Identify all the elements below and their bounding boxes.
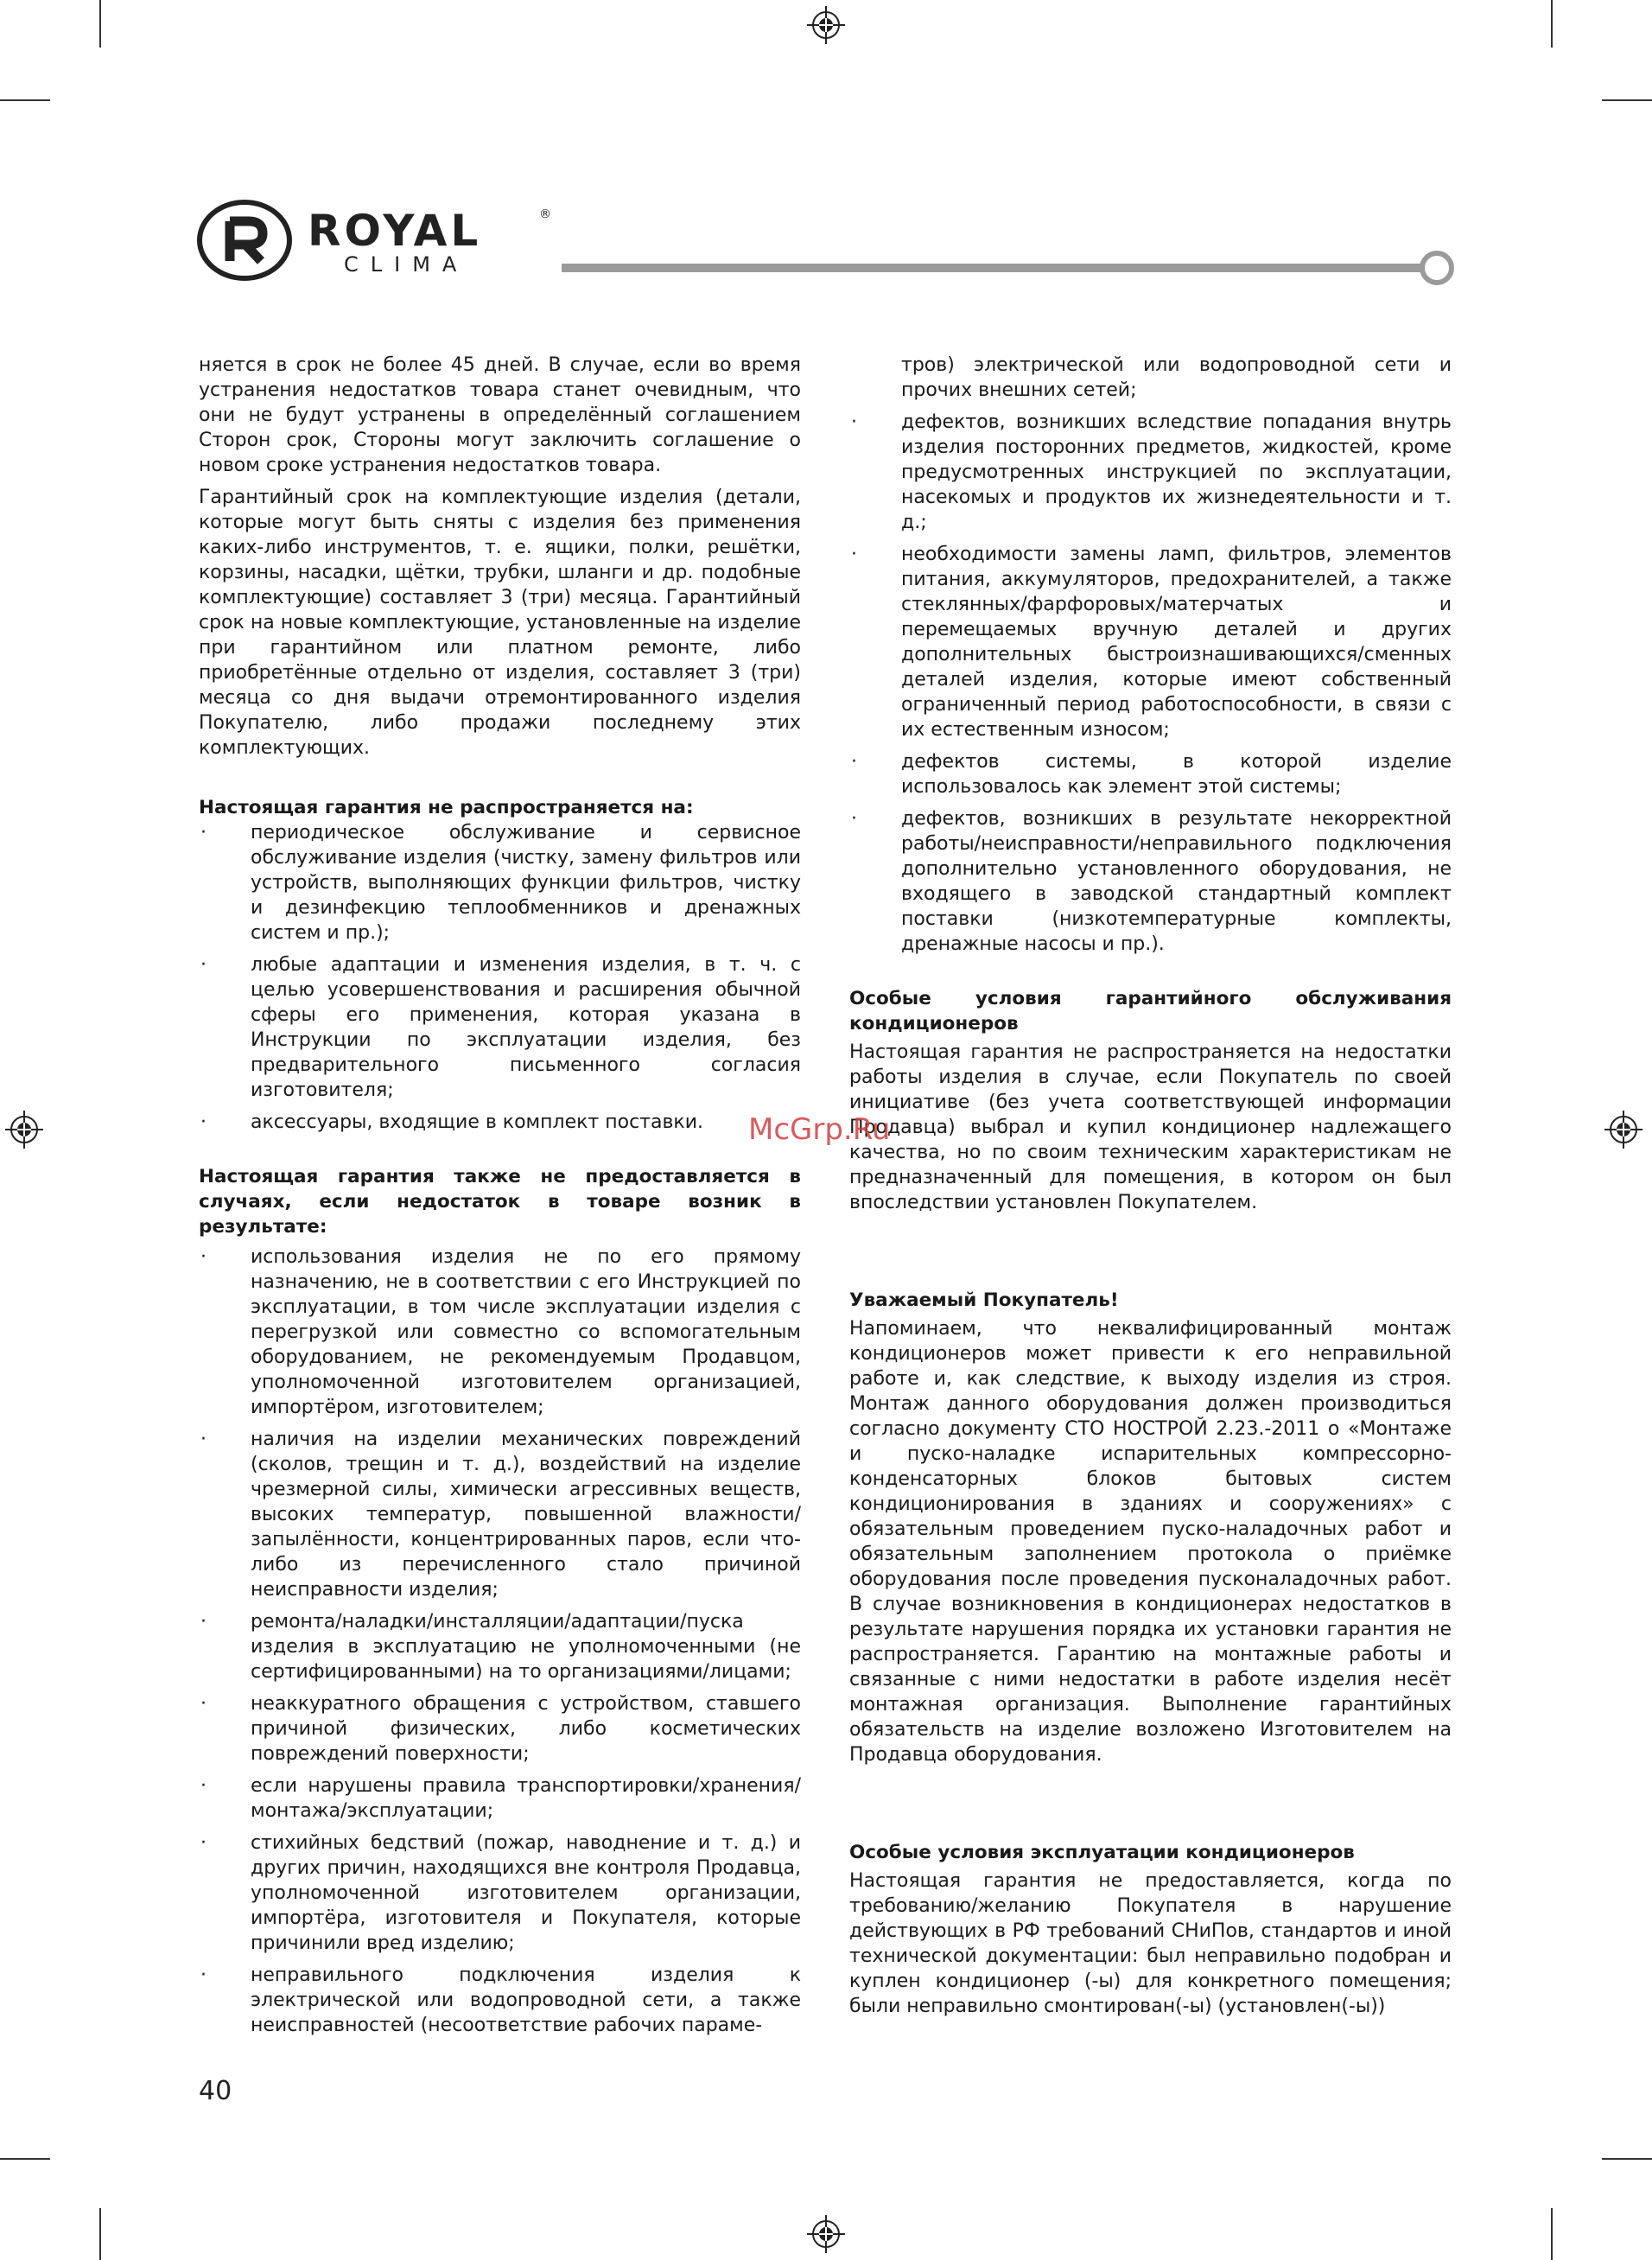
- bullet-list: [849, 353, 1452, 957]
- list-item: · наличия на изделии механических повреждений (сколов, трещин и т. д.), воздействий на изделие чрезмерной силы, химически агрессивных веществ, высоких температур, повышенной влажности/запылённости, концентрированных паров, если что-либо из перечисленного стало причиной неисправности изделия;: [199, 1427, 801, 1602]
- brand-logo: [197, 199, 560, 282]
- paragraph: няется в срок не более 45 дней. В случае, если во время устранения недостатков товара станет очевидным, что они не будут устранены в определённый соглашением Сторон срок, Стороны могут заключить соглашение о новом сроке устранения недостатков товара.: [199, 354, 801, 476]
- paragraph: Настоящая гарантия не предоставляется, когда по требованию/желанию Покупателя в нарушение действующих в РФ требований СНиПов, стандартов и иной технической документации: был неправильно подобран и куплен кондиционер (-ы) для конкретного помещения; были неправильно смонтирован(-ы) (установлен(-ы)): [849, 1870, 1452, 2017]
- crop-mark: [1602, 99, 1652, 101]
- logo-text-royal: ROYAL: [308, 206, 482, 256]
- bullet-list: [199, 820, 801, 1135]
- section-heading: Настоящая гарантия также не предоставляется в случаях, если недостаток в товаре возник в результате:: [199, 1166, 801, 1238]
- crop-mark: [1551, 2208, 1553, 2260]
- list-item: · неаккуратного обращения с устройством, ставшего причиной физических, либо косметических повреждений поверхности;: [199, 1691, 801, 1767]
- crop-mark: [1602, 2158, 1652, 2160]
- section-heading: Особые условия эксплуатации кондиционеров: [849, 1842, 1355, 1863]
- left-column: [199, 353, 801, 2045]
- list-item: · стихийных бедствий (пожар, наводнение и т. д.) и других причин, находящихся вне контроля Продавца, уполномоченной изготовителем организации, импортёра, изготовителя и Покупателя, которые причинили вред изделию;: [199, 1830, 801, 1956]
- bullet-list: [199, 1245, 801, 2038]
- list-item: · неправильного подключения изделия к электрической или водопроводной сети, а также неисправностей (несоответствие рабочих параме-: [199, 1963, 801, 2038]
- crop-mark: [0, 99, 50, 101]
- list-item: · использования изделия не по его прямому назначению, не в соответствии с его Инструкцией по эксплуатации, в том числе эксплуатации изделия с перегрузкой или совместно со вспомогательным оборудованием, не рекомендуемым Продавцом, уполномоченной изготовителем организацией, импортёром, изготовителем;: [199, 1245, 801, 1420]
- list-item: · дефектов, возникших вследствие попадания внутрь изделия посторонних предметов, жидкостей, кроме предусмотренных инструкцией по эксплуатации, насекомых и продуктов их жизнедеятельности и т. д.;: [849, 410, 1452, 535]
- list-item: · любые адаптации и изменения изделия, в т. ч. с целью усовершенствования и расширения обычной сферы его применения, которая указана в Инструкции по эксплуатации изделия, без предварительного письменного согласия изготовителя;: [199, 952, 801, 1103]
- list-item: · аксессуары, входящие в комплект поставки.: [199, 1110, 801, 1135]
- list-item: · дефектов, возникших в результате некорректной работы/неисправности/неправильного подключения дополнительно установленного оборудования, не входящего в заводской стандартный комплект поставки (низкотемпературные комплекты, дренажные насосы и пр.).: [849, 806, 1452, 957]
- registration-mark-icon: [1604, 1111, 1642, 1149]
- royal-clima-emblem-icon: [197, 199, 292, 282]
- crop-mark: [1551, 0, 1553, 48]
- list-item: · периодическое обслуживание и сервисное обслуживание изделия (чистку, замену фильтров или устройств, выполняющих функции фильтров, чистку и дезинфекцию теплообменников и дренажных систем и пр.);: [199, 820, 801, 945]
- crop-mark: [99, 0, 101, 48]
- right-column: [849, 353, 1452, 2026]
- paragraph: Настоящая гарантия не распространяется на недостатки работы изделия в случае, если Покупатель по своей инициативе (без учета соответствующей информации Продавца) выбрал и купил кондиционер надлежащего качества, но по своим техническим характеристикам не предназначенный для помещения, в котором он был впоследствии установлен Покупателем.: [849, 1041, 1452, 1213]
- crop-mark: [0, 2158, 50, 2160]
- list-item: · дефектов системы, в которой изделие использовалось как элемент этой системы;: [849, 749, 1452, 799]
- registration-mark-icon: [807, 6, 845, 44]
- registered-mark: ®: [539, 207, 551, 221]
- section-heading: Уважаемый Покупатель!: [849, 1289, 1119, 1311]
- logo-text-clima: CLIMA: [344, 252, 469, 277]
- registration-mark-icon: [807, 2215, 845, 2253]
- section-heading: Особые условия гарантийного обслуживания кондиционеров: [849, 988, 1452, 1035]
- header-rule: [562, 264, 1445, 272]
- list-item: тров) электрической или водопроводной сети и прочих внешних сетей;: [901, 354, 1452, 401]
- section-heading: Настоящая гарантия не распространяется на:: [199, 797, 694, 818]
- list-item: · необходимости замены ламп, фильтров, элементов питания, аккумуляторов, предохранителей, а также стеклянных/фарфоровых/матерчатых и перемещаемых вручную деталей и других дополнительных быстроизнашивающихся/сменных деталей изделия, которые имеют собственный ограниченный период работоспособности, в связи с их естественным износом;: [849, 542, 1452, 742]
- paragraph: Гарантийный срок на комплектующие изделия (детали, которые могут быть сняты с изделия без применения каких-либо инструментов, т. е. ящики, полки, решётки, корзины, насадки, щётки, трубки, шланги и др. подобные комплектующие) составляет 3 (три) месяца. Гарантийный срок на новые комплектующие, установленные на изделие при гарантийном или платном ремонте, либо приобретённые отдельно от изделия, составляет 3 (три) месяца со дня выдачи отремонтированного изделия Покупателю, либо продажи последнему этих комплектующих.: [199, 487, 801, 759]
- crop-mark: [99, 2208, 101, 2260]
- header-rule-end-icon: [1420, 251, 1454, 285]
- page-number: 40: [199, 2076, 232, 2106]
- list-item: · ремонта/наладки/инсталляции/адаптации/пуска изделия в эксплуатацию не уполномоченными (не сертифицированными) на то организациями/лицами;: [199, 1609, 801, 1684]
- paragraph: Напоминаем, что неквалифицированный монтаж кондиционеров может привести к его неправильной работе и, как следствие, к выходу изделия из строя. Монтаж данного оборудования должен производиться согласно документу СТО НОСТРОЙ 2.23.-2011 о «Монтаже и пуско-наладке испарительных компрессорно-конденсаторных блоков бытовых систем кондиционирования в зданиях и сооружениях» с обязательным проведением пуско-наладочных работ и обязательным заполнением протокола о приёмке оборудования после проведения пусконаладочных работ. В случае возникновения в кондиционерах недостатков в результате нарушения порядка их установки гарантия не распространяется. Гарантию на монтажные работы и связанные с ними недостатки в работе изделия несёт монтажная организация. Выполнение гарантийных обязательств на изделие возложено Изготовителем на Продавца оборудования.: [849, 1318, 1452, 1766]
- watermark: McGrp.Ru: [748, 1112, 891, 1147]
- list-item: · если нарушены правила транспортировки/хранения/монтажа/эксплуатации;: [199, 1773, 801, 1824]
- registration-mark-icon: [5, 1111, 43, 1149]
